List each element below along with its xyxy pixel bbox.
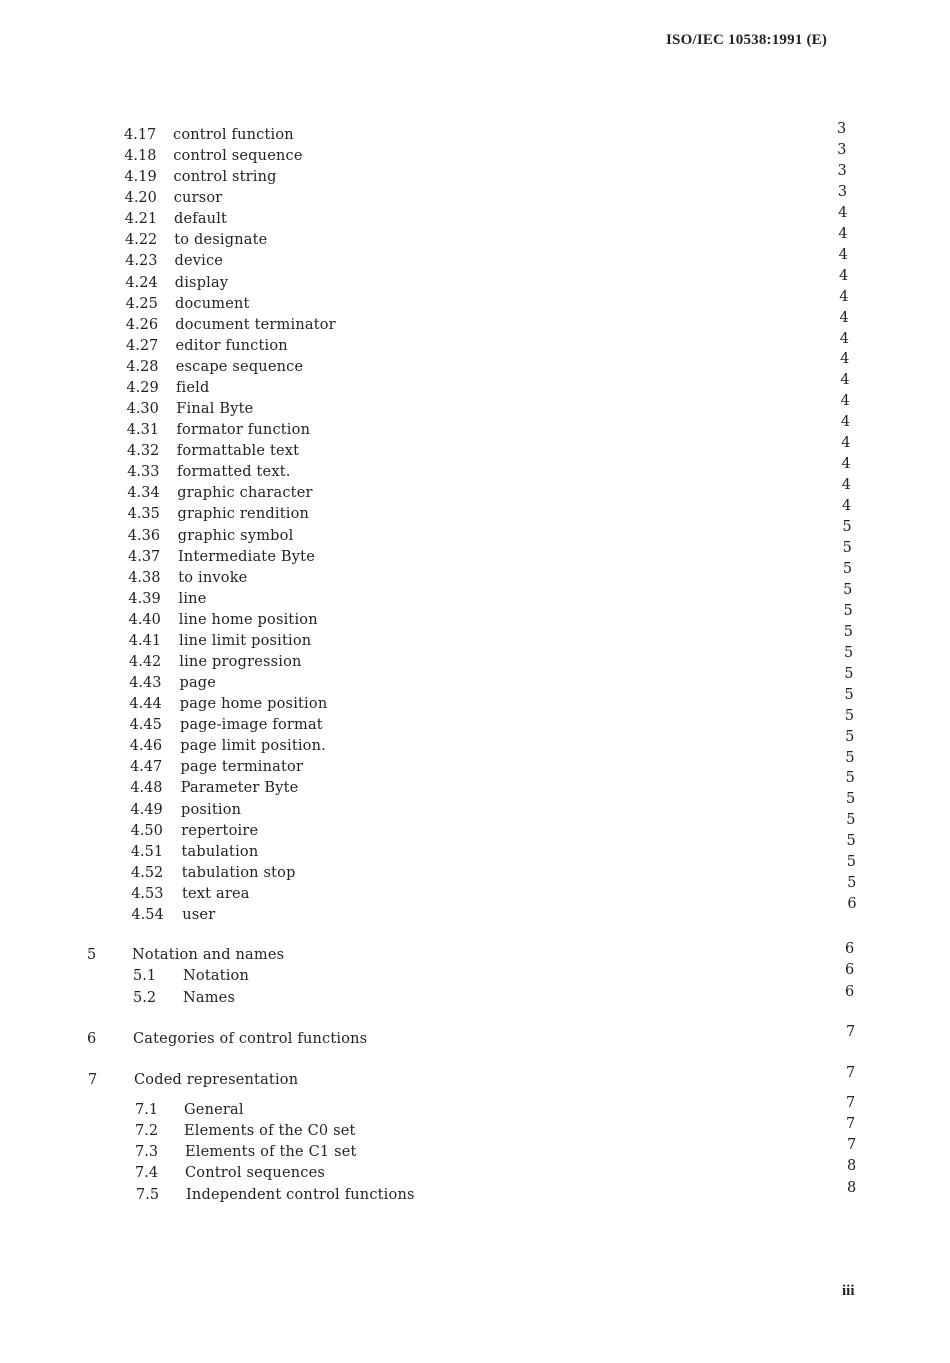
toc-entry-number: 4.53 [131,885,164,902]
toc-entry-title: line home position [178,611,318,628]
toc-entry-page: 3 [837,141,847,158]
toc-entry [129,673,549,693]
toc-entry [124,125,544,145]
toc-entry-page: 4 [842,498,852,515]
toc-entry [125,251,545,271]
toc-entry-page: 4 [838,204,848,221]
toc-entry-title: Parameter Byte [180,780,299,797]
toc-entry [125,188,545,208]
toc-entry-title: Elements of the C0 set [184,1123,356,1139]
toc-entry-page: 4 [841,435,851,452]
toc-entry-number: 7.2 [135,1123,159,1139]
toc-entry [126,315,546,335]
toc-entry [126,336,546,356]
toc-entry [125,230,545,250]
toc-entry-number: 5 [87,947,97,963]
toc-entry-number: 7.4 [135,1165,159,1181]
toc-entry-page: 5 [844,707,855,724]
toc-entry-title: page home position [179,696,328,713]
toc-entry-page: 6 [845,984,855,1000]
toc-entry [126,357,546,377]
toc-entry-title: device [174,253,224,270]
toc-entry-number: 4.46 [129,738,163,755]
toc-entry-page: 3 [837,162,847,179]
toc-entry [87,1029,507,1049]
toc-entry-page: 4 [841,477,851,494]
toc-entry [129,652,549,672]
toc-entry [87,945,507,965]
toc-entry [131,821,551,841]
toc-entry-page: 6 [845,962,855,978]
toc-entry [130,715,550,735]
toc-entry [133,988,553,1008]
toc-entry-number: 4.52 [131,864,164,881]
toc-entry [127,441,547,461]
toc-entry-title: editor function [175,337,288,354]
toc-entry-page: 5 [845,728,855,745]
toc-entry-number: 4.41 [128,632,162,649]
toc-entry-number: 5.1 [133,968,157,984]
toc-entry-page: 5 [842,540,852,556]
toc-entry [135,1121,555,1141]
toc-entry-title: Categories of control functions [133,1031,368,1047]
toc-entry-page: 4 [840,414,851,431]
toc-entry-number: 4.21 [124,211,158,228]
toc-entry [135,1163,555,1183]
toc-entry-number: 7.3 [135,1144,159,1160]
toc-entry-page: 6 [845,941,855,957]
toc-entry-page: 7 [847,1137,857,1153]
toc-entry-number: 6 [87,1031,97,1047]
toc-entry-title: graphic symbol [177,527,294,544]
toc-entry-number: 4.54 [131,906,164,923]
toc-entry-page: 7 [846,1065,856,1081]
toc-entry-title: Independent control functions [186,1187,415,1203]
toc-entry [128,568,548,588]
toc-entry-number: 4.48 [130,780,163,797]
toc-entry-number: 4.27 [126,337,159,354]
toc-entry-number: 7.1 [135,1102,159,1118]
toc-entry-page: 3 [837,183,848,200]
toc-entry-page: 6 [847,896,857,913]
toc-entry-title: control string [173,169,277,186]
toc-entry-number: 4.40 [128,611,161,628]
toc-entry-page: 5 [843,581,853,598]
toc-entry-page: 4 [840,393,850,410]
toc-entry-number: 4.31 [126,422,160,439]
toc-entry-number: 4.22 [125,232,158,249]
toc-entry-title: Notation [183,968,250,984]
toc-entry-title: Names [183,990,236,1006]
toc-entry-page: 4 [839,309,849,326]
toc-entry [128,526,548,546]
toc-entry-page: 4 [838,246,848,263]
toc-entry-title: document [174,295,250,312]
toc-entry-title: control sequence [173,148,303,165]
toc-entry-title: General [184,1102,244,1118]
toc-entry-title: formattable text [176,443,300,460]
toc-entry-page: 5 [844,644,854,661]
toc-entry-page: 8 [847,1158,857,1174]
toc-entry-page: 5 [844,665,854,682]
toc-entry [125,273,545,293]
toc-entry-number: 4.20 [124,190,157,207]
toc-entry-page: 7 [846,1116,856,1132]
toc-entry [131,905,551,925]
toc-entry [129,694,549,714]
toc-entry-page: 5 [844,686,854,703]
toc-entry [127,462,547,482]
toc-entry-number: 4.24 [125,274,158,291]
toc-entry-page: 4 [841,456,851,473]
toc-entry-title: user [182,906,216,923]
toc-entry-title: repertoire [181,822,259,839]
toc-entry-title: tabulation stop [181,864,296,881]
toc-entry [130,778,550,798]
toc-entry-title: page limit position. [180,738,326,755]
toc-entry [128,504,548,524]
toc-entry-title: line [178,590,207,607]
toc-entry-number: 4.51 [130,843,164,860]
toc-entry-title: formator function [176,422,311,439]
toc-entry-number: 4.23 [125,253,158,270]
toc-entry [135,1142,555,1162]
toc-entry [131,842,551,862]
toc-entry-title: page [179,675,217,692]
toc-entry-title: Final Byte [176,401,254,418]
toc-entry-title: document terminator [175,316,336,333]
toc-entry [130,757,550,777]
toc-entry-number: 4.25 [125,295,158,312]
toc-entry-title: to invoke [178,569,248,586]
toc-entry [127,420,547,440]
toc-entry [125,209,545,229]
toc-entry-page: 7 [846,1095,856,1111]
toc-entry-page: 5 [843,623,853,640]
toc-entry-title: default [173,211,228,228]
toc-entry-title: to designate [174,232,268,249]
page-number-footer: iii [842,1283,855,1299]
toc-entry-title: text area [181,885,250,902]
toc-entry [130,736,550,756]
toc-entry-title: Intermediate Byte [178,548,315,565]
toc-entry-page: 4 [839,330,850,347]
toc-entry [126,294,546,314]
toc-entry-page: 4 [840,372,850,389]
toc-entry-number: 4.49 [130,801,163,818]
toc-entry [129,610,549,630]
toc-entry-number: 4.44 [129,696,162,713]
toc-entry-page: 5 [846,854,857,871]
document-id-header: ISO/IEC 10538:1991 (E) [666,32,828,48]
toc-entry-number: 4.19 [124,169,157,186]
toc-entry-page: 5 [845,770,855,787]
toc-entry-number: 4.35 [127,506,160,523]
toc-entry [131,863,551,883]
toc-entry-page: 5 [842,519,852,536]
toc-entry-title: control function [173,127,294,143]
toc-entry-title: tabulation [181,843,259,860]
toc-entry-page: 3 [837,121,847,137]
toc-entry [124,146,544,166]
toc-entry-number: 7.5 [136,1187,160,1203]
toc-entry-title: page-image format [179,717,323,734]
toc-entry-title: line limit position [178,632,312,649]
toc-entry-page: 4 [839,288,849,305]
toc-entry-number: 4.42 [129,654,162,670]
toc-entry-number: 4.43 [129,675,162,692]
toc-entry [128,589,548,609]
toc-entry-page: 5 [842,560,853,577]
toc-entry-title: Control sequences [185,1165,326,1181]
toc-entry-title: page terminator [180,759,304,776]
toc-entry [124,167,544,187]
toc-entry-number: 4.36 [127,527,161,544]
toc-entry-number: 4.39 [128,590,161,607]
toc-entry [127,399,547,419]
toc-entry-number: 4.18 [124,148,157,165]
toc-entry-number: 4.26 [125,316,159,333]
toc-entry-title: Coded representation [134,1072,299,1088]
toc-entry-number: 4.37 [128,548,161,565]
toc-entry-title: graphic character [177,485,313,502]
toc-entry-page: 4 [838,225,848,242]
toc-entry-page: 4 [840,351,850,368]
toc-entry-page: 4 [838,267,849,284]
toc-entry-number: 7 [88,1072,98,1088]
toc-entry-title: formatted text. [176,464,291,481]
toc-entry-title: line progression [179,654,302,670]
toc-entry [129,631,549,651]
toc-entry-page: 8 [847,1180,857,1196]
toc-entry-page: 5 [845,791,856,808]
toc-entry-page: 5 [847,875,857,892]
toc-entry-title: escape sequence [175,358,304,375]
toc-entry [131,884,551,904]
toc-entry-number: 4.47 [130,759,163,776]
toc-entry-title: display [174,274,229,291]
toc-entry [130,800,550,820]
toc-entry-title: position [180,801,242,818]
toc-entry-number: 4.32 [127,443,160,460]
toc-entry-title: graphic rendition [177,506,310,523]
toc-entry-page: 5 [845,749,855,766]
toc-entry-number: 4.38 [128,569,161,586]
toc-entry-number: 4.50 [130,822,163,839]
toc-entry [88,1070,508,1090]
toc-entry-number: 4.30 [126,401,159,418]
toc-entry-number: 4.45 [129,717,162,734]
toc-entry-title: cursor [173,190,223,207]
toc-entry [126,378,546,398]
toc-entry-page: 5 [846,833,856,850]
toc-entry [128,547,548,567]
toc-entry-number: 4.28 [126,358,159,375]
toc-entry-page: 5 [843,602,853,619]
toc-entry-page: 5 [846,812,856,829]
toc-entry-number: 4.17 [124,127,157,143]
toc-entry-number: 4.33 [127,464,160,481]
toc-entry [136,1185,556,1205]
toc-entry-title: Elements of the C1 set [185,1144,357,1160]
toc-entry [135,1100,555,1120]
toc-entry [127,483,547,503]
toc-entry-title: Notation and names [132,947,285,963]
toc-entry-number: 5.2 [133,990,157,1006]
toc-entry [133,966,553,986]
toc-entry-number: 4.29 [126,379,159,396]
toc-entry-number: 4.34 [127,485,160,502]
toc-entry-title: field [175,379,210,396]
toc-entry-page: 7 [846,1024,856,1040]
